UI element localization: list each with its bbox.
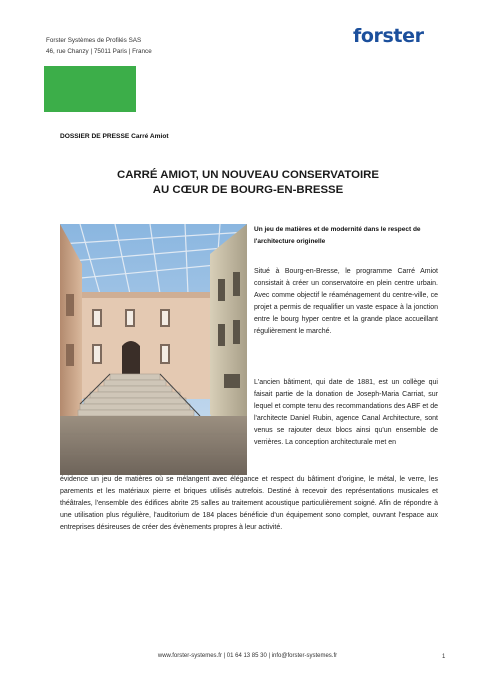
document-title-line2: AU CŒUR DE BOURG-EN-BRESSE [152, 184, 344, 196]
paragraph-architecture: évidence un jeu de matières où se mélangent avec élégance et respect du bâtiment d'origine, le métal, le verre, les parements et les matériaux pierre et briques utilisés autrefois. Destiné à recevoir des représentations musicales et théâtrales, l'ensemble des édifices abrite 25 salles au traitement acoustique particulièrement soigné. Afin de répondre à une utilisation plus régulière, l'auditorium de 184 places bénéficie d'un équipement sono complet, ouvrant l'espace aux entreprises désireuses de créer des évènements propres à leur activité. [60, 476, 438, 532]
document-title-line1: CARRÉ AMIOT, UN NOUVEAU CONSERVATOIRE [116, 169, 379, 181]
green-color-block [44, 66, 136, 112]
company-name: Forster Systèmes de Profilés SAS [46, 37, 142, 44]
footer-contact: www.forster-systemes.fr | 01 64 13 85 30 | info@forster-systemes.fr [157, 653, 338, 659]
company-address [46, 35, 152, 57]
page-number: 1 [442, 654, 446, 660]
press-kit-label: DOSSIER DE PRESSE Carré Amiot [60, 133, 169, 140]
company-street: 46, rue Chanzy | 75011 Paris | France [46, 48, 152, 55]
forster-logo: forster [353, 25, 424, 47]
paragraph-intro: Situé à Bourg-en-Bresse, le programme Carré Amiot consistait à créer un conservatoire en plein centre urbain. Avec comme objectif le réaménagement du centre-ville, ce projet a permis de requalifier un vaste espace à la jonction entre le bourg hyper centre et la grande place accueillant régulièrement le marché. [254, 268, 438, 336]
courtyard-photo [60, 224, 247, 475]
section-subheading: Un jeu de matières et de modernité dans le respect de l'architecture originelle [254, 226, 421, 245]
paragraph-history: L'ancien bâtiment, qui date de 1881, est un collège qui faisait partie de la donation de Joseph-Maria Carriat, sur lequel et compte tenu des recommandations des ABF et de l'architecte Daniel Rubin, agence Canal Architecture, sont venus se rajouter deux blocs ainsi qu'un ensemble de verrières. La conception architecturale met en [254, 379, 438, 447]
